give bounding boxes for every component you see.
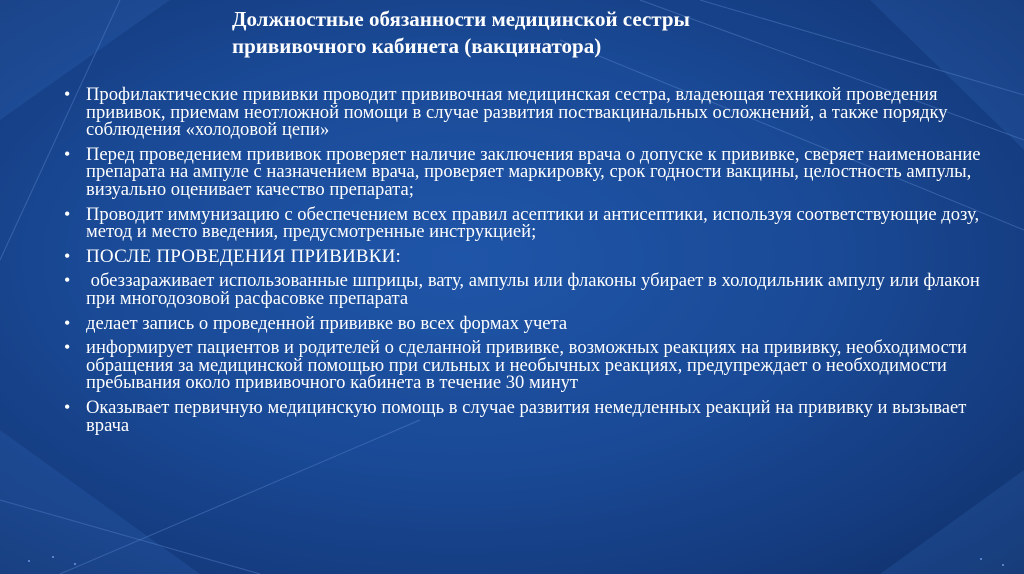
list-item [62,272,997,307]
list-item [62,143,997,200]
bullet-icon: • [64,312,71,333]
bullet-icon: • [64,203,71,224]
bullet-icon: • [64,396,71,417]
bullet-icon: • [64,245,71,266]
list-item-text: Профилактические прививки проводит прививочная медицинская сестра, владеющая техникой проведения прививок, приемам неотложной помощи в случае развития поствакцинальных осложнений, а также порядку соблюдения «холодовой цепи» [86,84,948,141]
slide-title-line-2: прививочного кабинета (вакцинатора) [232,34,602,58]
slide-title [232,6,872,60]
bullet-icon: • [64,337,71,358]
list-item-section-heading [62,245,997,267]
bullet-icon: • [64,270,71,291]
list-item [62,312,997,334]
list-item-text: Оказывает первичную медицинскую помощь в случае развития немедленных реакций на прививку и вызывает врача [86,396,967,436]
list-item-text: информирует пациентов и родителей о сделанной прививке, возможных реакциях на прививку, необходимости обращения за медицинской помощью при сильных и необычных реакциях, предупреждает о необходимости пребывания около прививочного кабинета в течение 30 минут [86,337,967,394]
bullet-icon: • [64,84,71,104]
list-item-text: делает запись о проведенной прививке во всех формах учета [86,312,568,334]
list-item-text: ПОСЛЕ ПРОВЕДЕНИЯ ПРИВИВКИ: [86,245,402,267]
list-item [62,396,997,436]
list-item [62,86,997,139]
list-item-text: Проводит иммунизацию с обеспечением всех правил асептики и антисептики, используя соответствующие дозу, метод и место введения, предусмотренные инструкцией; [86,203,980,243]
list-item-text: обеззараживает использованные шприцы, вату, ампулы или флаконы убирает в холодильник ампулу или флакон при многодозовой расфасовке препарата [86,270,985,309]
bullet-icon: • [64,143,71,164]
list-item-text: Перед проведением прививок проверяет наличие заключения врача о допуске к прививке, сверяет наименование препарата на ампуле с назначением врача, проверяет маркировку, срок годности вакцины, целостность ампулы, визуально оценивает качество препарата; [86,143,981,200]
list-item [62,203,997,243]
duties-list [62,86,997,441]
list-item [62,339,997,392]
slide-title-line-1: Должностные обязанности медицинской сестры [232,7,690,31]
